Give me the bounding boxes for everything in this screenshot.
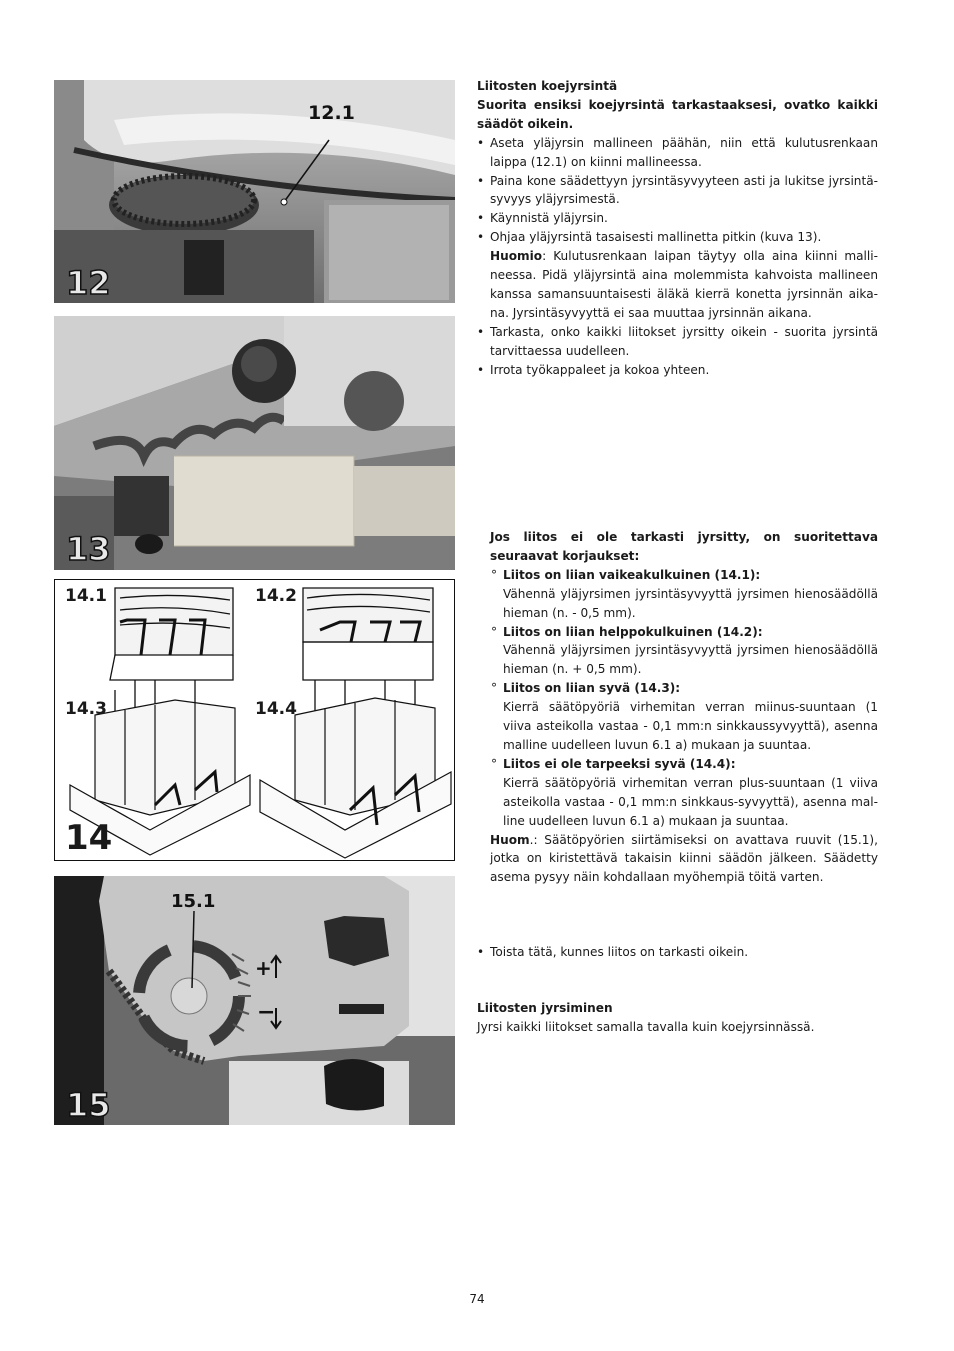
item-title: Liitos on liian helppokulkuinen (14.2):	[503, 624, 763, 639]
item-text: Kierrä säätöpyöriä virhemitan verran plus-suuntaan (1 viiva asteikolla vastaa - 0,1 mm:n sinkkaus-syvyyttä), asenna mal-line uudelleen luvun 6.1 a) mukaan ja suuntaa.	[503, 775, 878, 828]
item-text: Vähennä yläjyrsimen jyrsintäsyvyyttä jyrsimen hienosäädöllä hieman (n. + 0,5 mm).	[503, 643, 878, 677]
figure-15	[54, 876, 455, 1125]
note-text: .: Säätöpyörien siirtämiseksi on avattava ruuvit (15.1), jotka on kiristettävä takaisin kiinni säädön jälkeen. Säädetty asema pysyy näin kohdallaan myöhempiä töitä varten.	[490, 832, 878, 885]
figure-number: 15	[66, 1086, 111, 1124]
note-text: : Kulutusrenkaan laipan täytyy olla aina kiinni malli-neessa. Pidä yläjyrsintä aina molemmista kahvoista mallineen kanssa samansuuntaisesti äläkä kierrä konetta jyrsinnän aika-na. Jyrsintäsyvyyttä ei saa muuttaa jyrsinnän aikana.	[490, 249, 878, 320]
callout-label: 15.1	[171, 891, 216, 912]
section-intro: Jos liitos ei ole tarkasti jyrsitty, on suoritettava seuraavat korjaukset:	[490, 530, 878, 563]
list-item	[490, 679, 878, 755]
template-photo-13	[54, 316, 455, 570]
figure-12	[54, 80, 455, 303]
section-corrections	[490, 528, 878, 887]
bullet-list	[477, 323, 878, 380]
section-title: Liitosten koejyrsintä	[477, 79, 618, 93]
section-milling-joints	[477, 999, 878, 1037]
figure-number: 12	[66, 264, 111, 302]
item-title: Liitos on liian syvä (14.3):	[503, 681, 681, 696]
list-item: • Käynnistä yläjyrsin.	[477, 209, 878, 228]
callout-label: 12.1	[308, 102, 355, 124]
item-text: Vähennä yläjyrsimen jyrsintäsyvyyttä jyrsimen hienosäädöllä hieman (n. - 0,5 mm).	[503, 586, 878, 620]
note-paragraph	[490, 831, 878, 888]
minus-sign: −	[257, 1000, 276, 1025]
section-test-milling	[477, 77, 878, 380]
section-repeat	[477, 943, 878, 962]
section-title: Liitosten jyrsiminen	[477, 1001, 613, 1015]
adjuster-photo-15	[54, 876, 455, 1125]
note-label: Huomio	[490, 249, 543, 264]
list-item: • Paina kone säädettyyn jyrsintäsyvyyteen asti ja lukitse jyrsintä-syvyys yläjyrsimestä.	[477, 172, 878, 210]
list-item: • Ohjaa yläjyrsintä tasaisesti mallinetta pitkin (kuva 13).	[477, 228, 878, 247]
section-text: Jyrsi kaikki liitokset samalla tavalla kuin koejyrsinnässä.	[477, 1019, 815, 1034]
note-paragraph	[477, 247, 878, 323]
list-item: • Aseta yläjyrsin mallineen päähän, niin että kulutusrenkaan laippa (12.1) on kiinni mallineessa.	[477, 134, 878, 172]
figure-13	[54, 316, 455, 570]
correction-list	[490, 566, 878, 831]
panel-label-14-1: 14.1	[65, 586, 107, 606]
note-label: Huom	[490, 832, 530, 847]
item-title: Liitos ei ole tarpeeksi syvä (14.4):	[503, 756, 736, 771]
bullet-list	[477, 943, 878, 962]
figure-number: 13	[66, 530, 111, 568]
list-item	[490, 755, 878, 831]
plus-sign: +	[255, 956, 272, 980]
page-number: 74	[469, 1292, 485, 1306]
router-photo-12	[54, 80, 455, 303]
section-intro: Suorita ensiksi koejyrsintä tarkastaaksesi, ovatko kaikki säädöt oikein.	[477, 97, 878, 131]
list-item	[490, 566, 878, 623]
item-text: Kierrä säätöpyöriä virhemitan verran miinus-suuntaan (1 viiva asteikolla vastaa - 0,1 mm:n sinkkaussyvyyttä), asenna malline uudelleen luvun 6.1 a) mukaan ja suuntaa.	[503, 700, 878, 752]
bullet-list	[477, 134, 878, 247]
panel-label-14-2: 14.2	[255, 586, 297, 606]
list-item	[490, 623, 878, 680]
item-title: Liitos on liian vaikeakulkuinen (14.1):	[503, 567, 761, 582]
list-item: • Irrota työkappaleet ja kokoa yhteen.	[477, 361, 878, 380]
panel-label-14-3: 14.3	[65, 699, 107, 719]
joint-illustrations	[55, 580, 453, 859]
list-item: • Tarkasta, onko kaikki liitokset jyrsitty oikein - suorita jyrsintä tarvittaessa uudelleen.	[477, 323, 878, 361]
figure-14	[54, 579, 455, 861]
list-item: • Toista tätä, kunnes liitos on tarkasti oikein.	[477, 943, 878, 962]
panel-label-14-4: 14.4	[255, 699, 297, 719]
figure-number: 14	[65, 818, 113, 858]
